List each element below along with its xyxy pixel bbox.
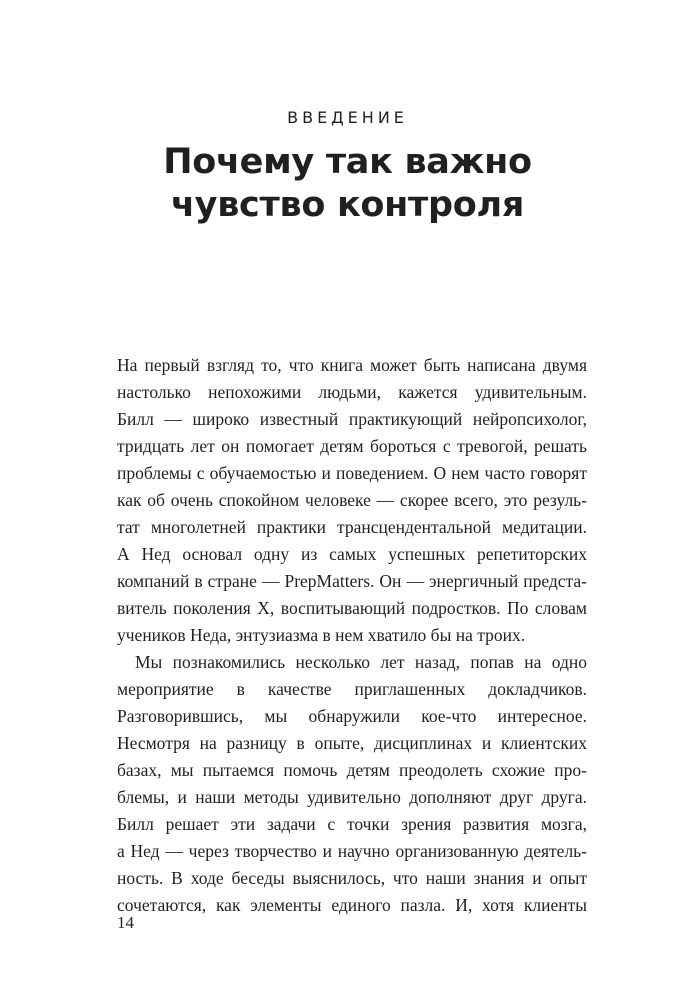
text-line: Несмотря на разницу в опыте, дисциплинах и клиентских [117, 733, 587, 753]
text-line: тат многолетней практики трансцендентальной медитации. [117, 517, 587, 537]
body-text [117, 352, 587, 919]
text-line: настолько непохожими людьми, кажется удивительным. [117, 382, 587, 402]
text-line: сочетаются, как элементы единого пазла. И, хотя клиенты [117, 895, 587, 915]
text-line: как об очень спокойном человеке — скорее всего, это резуль- [117, 490, 587, 510]
chapter-title [0, 141, 695, 227]
text-line: а Нед — через творчество и научно организованную деятель- [117, 841, 587, 861]
text-line: учеников Неда, энтузиазма в нем хватило бы на троих. [117, 625, 526, 645]
text-line: блемы, и наши методы удивительно дополняют друг друга. [117, 787, 587, 807]
text-line: базах, мы пытаемся помочь детям преодолеть схожие про- [117, 760, 587, 780]
chapter-title-line: Почему так важно [163, 142, 532, 182]
chapter-kicker: ВВЕДЕНИЕ [287, 108, 408, 127]
page-number: 14 [117, 913, 134, 932]
chapter-title-line: чувство контроля [170, 185, 525, 225]
text-line: витель поколения X, воспитывающий подростков. По словам [117, 598, 587, 618]
text-line: ность. В ходе беседы выяснилось, что наши знания и опыт [117, 868, 587, 888]
text-line: тридцать лет он помогает детям бороться с тревогой, решать [117, 436, 587, 456]
text-line: мероприятие в качестве приглашенных докладчиков. [117, 679, 587, 699]
text-line: На первый взгляд то, что книга может быть написана двумя [117, 355, 587, 375]
text-line: Билл — широко известный практикующий нейропсихолог, [117, 409, 587, 429]
text-line: Билл решает эти задачи с точки зрения развития мозга, [117, 814, 587, 834]
text-line: компаний в стране — PrepMatters. Он — энергичный предста- [117, 571, 587, 591]
text-line: Разговорившись, мы обнаружили кое-что интересное. [117, 706, 587, 726]
text-line: А Нед основал одну из самых успешных репетиторских [117, 544, 587, 564]
text-line: проблемы с обучаемостью и поведением. О нем часто говорят [117, 463, 587, 483]
text-line: Мы познакомились несколько лет назад, попав на одно [135, 652, 587, 672]
